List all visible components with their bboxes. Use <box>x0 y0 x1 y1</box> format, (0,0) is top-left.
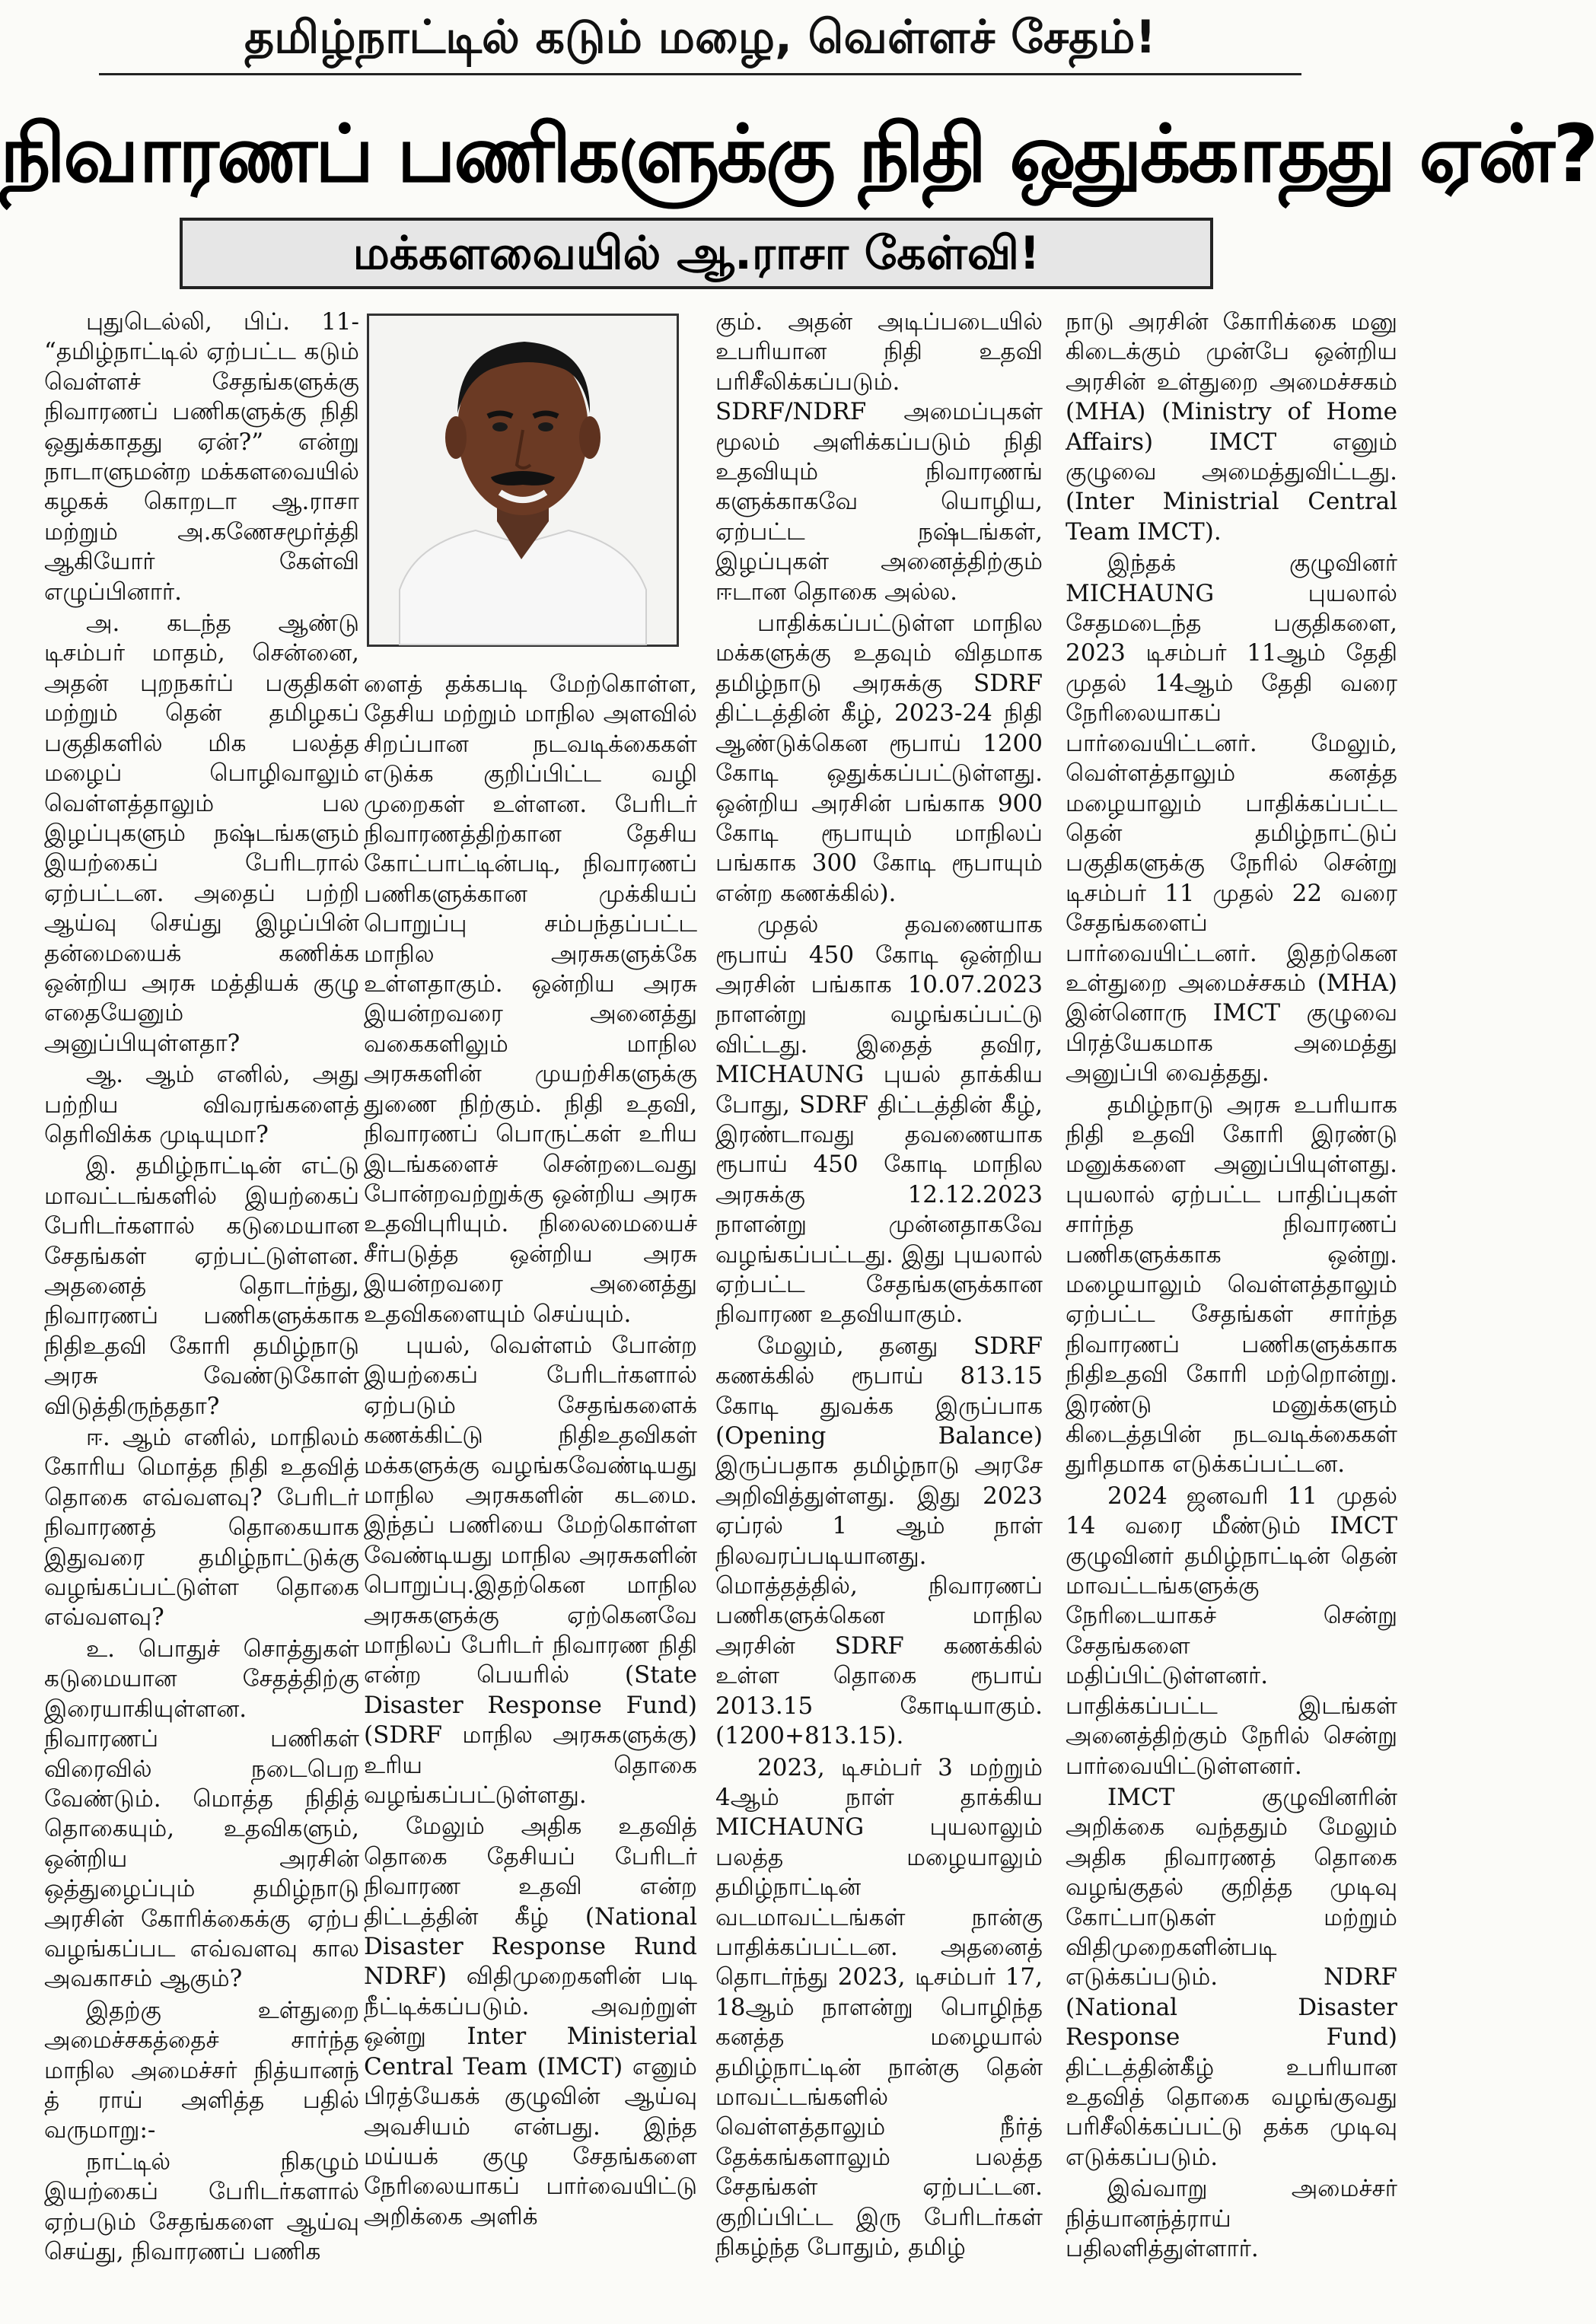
col1-paragraph: புதுடெல்லி, பிப். 11- “தமிழ்நாட்டில் ஏற்பட்ட கடும் வெள்ளச் சேதங்களுக்கு நிவாரணப் பணிகளுக்கு நிதி ஒதுக்காதது ஏன்?” என்று நாடாளுமன்ற மக்களவையில் கழகக் கொறடா ஆ.ராசா மற்றும் அ.கணேசமூர்த்தி ஆகியோர் கேள்வி எழுப்பினார். <box>44 308 359 606</box>
kicker-rule <box>99 73 1301 75</box>
col2-paragraph: ளைத் தக்கபடி மேற்கொள்ள, தேசிய மற்றும் மாநில அளவில் சிறப்பான நடவடிக்கைகள் எடுக்க குறிப்பிட்ட வழி முறைகள் உள்ளன. பேரிடர் நிவாரணத்திற்கான தேசிய கோட்பாட்டின்படி, நிவாரணப் பணிகளுக்கான முக்கியப் பொறுப்பு சம்பந்தப்பட்ட மாநில அரசுகளுக்கே உள்ளதாகும். ஒன்றிய அரசு இயன்றவரை அனைத்து வகைகளிலும் மாநில அரசுகளின் முயற்சிகளுக்கு துணை நிற்கும். நிதி உதவி, நிவாரணப் பொருட்கள் உரிய இடங்களைச் சென்றடைவது போன்றவற்றுக்கு ஒன்றிய அரசு உதவிபுரியும். நிலைமையைச் சீர்படுத்த ஒன்றிய அரசு இயன்றவரை அனைத்து உதவிகளையும் செய்யும். <box>364 670 697 1328</box>
article-column-1 <box>44 307 359 2316</box>
portrait-photo <box>367 314 679 647</box>
col3-paragraph: 2023, டிசம்பர் 3 மற்றும் 4ஆம் நாள் தாக்கிய MICHAUNG புயலாலும் பலத்த மழையாலும் தமிழ்நாட்டின் வடமாவட்டங்கள் நான்கு பாதிக்கப்பட்டன. அதனைத் தொடர்ந்து 2023, டிசம்பர் 17, 18ஆம் நாளன்று பொழிந்த கனத்த மழையால் தமிழ்நாட்டின் நான்கு தென் மாவட்டங்களில் வெள்ளத்தாலும் நீர்த் தேக்கங்களாலும் பலத்த சேதங்கள் ஏற்பட்டன. குறிப்பிட்ட இரு பேரிடர்கள் நிகழ்ந்த போதும், தமிழ் <box>715 1753 1043 2261</box>
col1-paragraph: அ. கடந்த ஆண்டு டிசம்பர் மாதம், சென்னை, அதன் புறநகர்ப் பகுதிகள் மற்றும் தென் தமிழகப் பகுதிகளில் மிக பலத்த மழைப் பொழிவாலும் வெள்ளத்தாலும் பல இழப்புகளும் நஷ்டங்களும் இயற்கைப் பேரிடரால் ஏற்பட்டன. அதைப் பற்றி ஆய்வு செய்து இழப்பின் தன்மையைக் கணிக்க ஒன்றிய அரசு மத்தியக் குழு எதையேனும் அனுப்பியுள்ளதா? <box>44 610 359 1057</box>
subhead-box <box>180 218 1213 289</box>
col4-paragraph: இவ்வாறு அமைச்சர் நித்யானந்த்ராய் பதிலளித்துள்ளார். <box>1066 2175 1397 2262</box>
col3-paragraph: பாதிக்கப்பட்டுள்ள மாநில மக்களுக்கு உதவும் விதமாக தமிழ்நாடு அரசுக்கு SDRF திட்டத்தின் கீழ், 2023-24 நிதி ஆண்டுக்கென ரூபாய் 1200 கோடி ஒதுக்கப்பட்டுள்ளது. ஒன்றிய அரசின் பங்காக 900 கோடி ரூபாயும் மாநிலப் பங்காக 300 கோடி ரூபாயும் என்ற கணக்கில்). <box>715 610 1043 907</box>
kicker-line: தமிழ்நாட்டில் கடும் மழை, வெள்ளச் சேதம்! <box>244 11 1156 64</box>
col3-paragraph: கும். அதன் அடிப்படையில் உபரியான நிதி உதவி பரிசீலிக்கப்படும். SDRF/NDRF அமைப்புகள் மூலம் அளிக்கப்படும் நிதி உதவியும் நிவாரணங் களுக்காகவே யொழிய, ஏற்பட்ட நஷ்டங்கள், இழப்புகள் அனைத்திற்கும் ஈடான தொகை அல்ல. <box>715 308 1043 606</box>
col4-paragraph: 2024 ஜனவரி 11 முதல் 14 வரை மீண்டும் IMCT குழுவினர் தமிழ்நாட்டின் தென் மாவட்டங்களுக்கு நேரிடையாகச் சென்று சேதங்களை மதிப்பிட்டுள்ளனர். பாதிக்கப்பட்ட இடங்கள் அனைத்திற்கும் நேரில் சென்று பார்வையிட்டுள்ளனர். <box>1066 1482 1397 1780</box>
col1-paragraph: இதற்கு உள்துறை அமைச்சகத்தைச் சார்ந்த மாநில அமைச்சர் நித்யானந் த் ராய் அளித்த பதில் வருமாறு:- <box>44 1996 359 2144</box>
col2-paragraph: புயல், வெள்ளம் போன்ற இயற்கைப் பேரிடர்களால் ஏற்படும் சேதங்களைக் கணக்கிட்டு நிதிஉதவிகள் மக்களுக்கு வழங்கவேண்டியது மாநில அரசுகளின் கடமை. இந்தப் பணியை மேற்கொள்ள வேண்டியது மாநில அரசுகளின் பொறுப்பு.இதற்கென மாநில அரசுகளுக்கு ஏற்கெனவே மாநிலப் பேரிடர் நிவாரண நிதி என்ற பெயரில் (State Disaster Response Fund) (SDRF மாநில அரசுகளுக்கு) உரிய தொகை வழங்கப்பட்டுள்ளது. <box>364 1331 697 1810</box>
article-column-4 <box>1066 307 1397 2316</box>
col1-paragraph: நாட்டில் நிகழும் இயற்கைப் பேரிடர்களால் ஏற்படும் சேதங்களை ஆய்வு செய்து, நிவாரணப் பணிக <box>44 2147 359 2265</box>
col4-paragraph: நாடு அரசின் கோரிக்கை மனு கிடைக்கும் முன்பே ஒன்றிய அரசின் உள்துறை அமைச்சகம் (MHA) (Ministry of Home Affairs) IMCT எனும் குழுவை அமைத்துவிட்டது. (Inter Ministrial Central Team IMCT). <box>1066 308 1397 546</box>
col2-paragraph: மேலும் அதிக உதவித் தொகை தேசியப் பேரிடர் நிவாரண உதவி என்ற திட்டத்தின் கீழ் (National Disaster Response Rund NDRF) விதிமுறைகளின் படி நீட்டிக்கப்படும். அவற்றுள் ஒன்று Inter Ministerial Central Team (IMCT) எனும் பிரத்யேகக் குழுவின் ஆய்வு அவசியம் என்பது. இந்த மய்யக் குழு சேதங்களை நேரிலையாகப் பார்வையிட்டு அறிக்கை அளிக் <box>364 1813 697 2230</box>
headline: நிவாரணப் பணிகளுக்கு நிதி ஒதுக்காதது ஏன்? <box>0 107 1596 200</box>
subhead-text: மக்களவையில் ஆ.ராசா கேள்வி! <box>352 227 1040 280</box>
article-column-3 <box>715 307 1043 2316</box>
col4-paragraph: தமிழ்நாடு அரசு உபரியாக நிதி உதவி கோரி இரண்டு மனுக்களை அனுப்பியுள்ளது. புயலால் ஏற்பட்ட பாதிப்புகள் சார்ந்த நிவாரணப் பணிகளுக்காக ஒன்று. மழையாலும் வெள்ளத்தாலும் ஏற்பட்ட சேதங்கள் சார்ந்த நிவாரணப் பணிகளுக்காக நிதிஉதவி கோரி மற்றொன்று. இரண்டு மனுக்களும் கிடைத்தபின் நடவடிக்கைகள் துரிதமாக எடுக்கப்பட்டன. <box>1066 1090 1397 1479</box>
col1-paragraph: ஆ. ஆம் எனில், அது பற்றிய விவரங்களைத் தெரிவிக்க முடியுமா? <box>44 1061 359 1148</box>
col4-paragraph: IMCT குழுவினரின் அறிக்கை வந்ததும் மேலும் அதிக நிவாரணத் தொகை வழங்குதல் குறித்த முடிவு கோட்பாடுகள் மற்றும் விதிமுறைகளின்படி எடுக்கப்படும். NDRF (National Disaster Response Fund) திட்டத்தின்கீழ் உபரியான உதவித் தொகை வழங்குவது பரிசீலிக்கப்பட்டு தக்க முடிவு எடுக்கப்படும். <box>1066 1783 1397 2171</box>
col4-paragraph: இந்தக் குழுவினர் MICHAUNG புயலால் சேதமடைந்த பகுதிகளை, 2023 டிசம்பர் 11ஆம் தேதி முதல் 14ஆம் தேதி வரை நேரிலையாகப் பார்வையிட்டனர். மேலும், வெள்ளத்தாலும் கனத்த மழையாலும் பாதிக்கப்பட்ட தென் தமிழ்நாட்டுப் பகுதிகளுக்கு நேரில் சென்று டிசம்பர் 11 முதல் 22 வரை சேதங்களைப் பார்வையிட்டனர். இதற்கென உள்துறை அமைச்சகம் (MHA) இன்னொரு IMCT குழுவை பிரத்யேகமாக அமைத்து அனுப்பி வைத்தது. <box>1066 549 1397 1087</box>
col3-paragraph: மேலும், தனது SDRF கணக்கில் ரூபாய் 813.15 கோடி துவக்க இருப்பாக (Opening Balance) இருப்பதாக தமிழ்நாடு அரசே அறிவித்துள்ளது. இது 2023 ஏப்ரல் 1 ஆம் நாள் நிலவரப்படியானது. மொத்தத்தில், நிவாரணப் பணிகளுக்கென மாநில அரசின் SDRF கணக்கில் உள்ள தொகை ரூபாய் 2013.15 கோடியாகும். (1200+813.15). <box>715 1332 1043 1750</box>
col1-paragraph: உ. பொதுச் சொத்துகள் கடுமையான சேதத்திற்கு இரையாகியுள்ளன. நிவாரணப் பணிகள் விரைவில் நடைபெற வேண்டும். மொத்த நிதித் தொகையும், உதவிகளும், ஒன்றிய அரசின் ஒத்துழைப்பும் தமிழ்நாடு அரசின் கோரிக்கைக்கு ஏற்ப வழங்கப்பட எவ்வளவு கால அவகாசம் ஆகும்? <box>44 1635 359 1993</box>
col1-paragraph: இ. தமிழ்நாட்டின் எட்டு மாவட்டங்களில் இயற்கைப் பேரிடர்களால் கடுமையான சேதங்கள் ஏற்பட்டுள்ளன. அதனைத் தொடர்ந்து, நிவாரணப் பணிகளுக்காக நிதிஉதவி கோரி தமிழ்நாடு அரசு வேண்டுகோள் விடுத்திருந்ததா? <box>44 1152 359 1420</box>
col3-paragraph: முதல் தவணையாக ரூபாய் 450 கோடி ஒன்றிய அரசின் பங்காக 10.07.2023 நாளன்று வழங்கப்பட்டு விட்டது. இதைத் தவிர, MICHAUNG புயல் தாக்கிய போது, SDRF திட்டத்தின் கீழ், இரண்டாவது தவணையாக ரூபாய் 450 கோடி மாநில அரசுக்கு 12.12.2023 நாளன்று முன்னதாகவே வழங்கப்பட்டது. இது புயலால் ஏற்பட்ட சேதங்களுக்கான நிவாரண உதவியாகும். <box>715 911 1043 1329</box>
person-portrait-icon <box>369 316 677 645</box>
article-column-2 <box>364 670 697 2316</box>
col1-paragraph: ஈ. ஆம் எனில், மாநிலம் கோரிய மொத்த நிதி உதவித் தொகை எவ்வளவு? பேரிடர் நிவாரணத் தொகையாக இதுவரை தமிழ்நாட்டுக்கு வழங்கப்பட்டுள்ள தொகை எவ்வளவு? <box>44 1424 359 1632</box>
